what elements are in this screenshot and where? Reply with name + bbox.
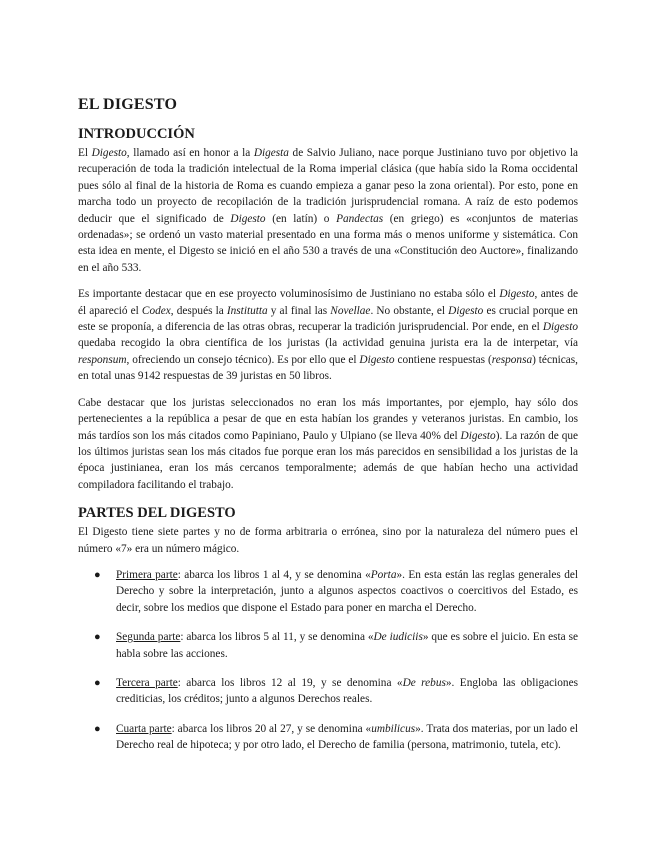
italic-term: responsa [491,353,533,366]
list-item [78,567,578,616]
part-label: Segunda parte [116,631,181,644]
list-item [78,675,578,708]
document-page [78,96,578,767]
italic-term: Digesto [91,147,127,159]
part-label: Primera parte [116,568,178,581]
italic-term: Digesto [448,304,484,317]
part-label: Cuarta parte [116,722,172,735]
italic-term: De iudiciis [373,631,423,644]
italic-term: Porta [370,568,397,581]
list-item [78,629,578,662]
section-heading-introduccion: INTRODUCCIÓN [78,126,195,142]
list-item-text: Primera parte: abarca los libros 1 al 4, y se denomina «Porta». En esta están las reglas generales del Derecho y sobre la interpretación, junto a algunos aspectos coactivos o coercitivos del Estado, es decir, sobre los medios que dispone el Estado para poner en marcha el Derecho. [116,568,578,614]
italic-term: De rebus [402,676,446,689]
italic-term: Digesto [460,429,496,442]
italic-term: Digesto [542,321,578,334]
intro-paragraph-3: Cabe destacar que los juristas seleccionados no eran los más importantes, por ejemplo, hay sólo dos pertenecientes a la república a pesar de que en esta habían los grandes y veteranos juristas. En cambio, los más tardíos son los más citados como Papiniano, Paulo y Ulpiano (se lleva 40% del Digesto). La razón de que los últimos juristas sean los más citados fue porque eran los más parecidos en sensibilidad a los juristas de la época justinianea, eran los más cercanos temporalmente; además de que habían hecho una actividad compiladora facilitando el trabajo. [78,396,578,491]
italic-term: Digesta [253,147,289,159]
document-title: EL DIGESTO [78,96,178,113]
italic-term: Digesto [359,353,395,366]
bullet-icon: ● [94,631,101,644]
italic-term: responsum [78,353,127,366]
intro-paragraph-2: Es importante destacar que en ese proyecto voluminosísimo de Justiniano no estaba sólo el Digesto, antes de él apareció el Codex, después la Institutta y al final las Novellae. No obstante, el Digesto es crucial porque en este se proponía, a diferencia de las otras obras, recuperar la tradición jurisprudencial. Por ende, en el Digesto quedaba recogido la obra científica de los juristas (la actividad genuina jurista era la de interpetar, vía responsum, ofreciendo un consejo técnico). Es por ello que el Digesto contiene respuestas (responsa) técnicas, en total unas 9142 respuestas de 39 juristas en 50 libros. [78,288,578,383]
italic-term: Digesto [230,212,266,225]
bullet-icon: ● [94,676,101,689]
italic-term: Institutta [226,304,268,317]
section-heading-partes: PARTES DEL DIGESTO [78,505,236,522]
italic-term: umbilicus [371,722,416,735]
list-item-text: Segunda parte: abarca los libros 5 al 11, y se denomina «De iudiciis» que es sobre el juicio. En esta se habla sobre las acciones. [116,631,578,660]
list-item-text: Cuarta parte: abarca los libros 20 al 27, y se denomina «umbilicus». Trata dos materias, por un lado el Derecho real de hipoteca; y por otro lado, el Derecho de familia (persona, matrimonio, tutela, etc). [116,722,579,752]
intro-paragraph-1: El Digesto, llamado así en honor a la Digesta de Salvio Juliano, nace porque Justiniano tuvo por objetivo la recuperación de toda la tradición intelectual de la Roma imperial clásica (que había sido la Roma occidental pues sólo al final de la historia de Roma es cuando empieza a ganar peso la zona oriental). Por esto, pone en marcha todo un proyecto de recopilación de la tradición jurisprudencial romana. A raíz de esto podemos deducir que el significado de Digesto (en latín) o Pandectas (en griego) es «conjuntos de materias ordenadas»; se ordenó un vasto material presentado en una forma más o menos uniforme y sistemática. Con esta idea en mente, el Digesto se inició en el año 530 a través de una «Constitución deo Auctore», finalizando en el año 533. [78,147,578,274]
partes-list [78,567,578,754]
bullet-icon: ● [94,722,101,735]
partes-paragraph-1: El Digesto tiene siete partes y no de forma arbitraria o errónea, sino por la naturaleza del número pues el número «7» era un número mágico. [78,526,578,555]
list-item-text: Tercera parte: abarca los libros 12 al 19, y se denomina «De rebus». Engloba las obligaciones crediticias, los créditos; junto a algunos Derechos reales. [116,676,578,706]
bullet-icon: ● [94,568,101,581]
italic-term: Codex [141,304,171,317]
italic-term: Pandectas [336,212,384,225]
part-label: Tercera parte [116,676,178,689]
italic-term: Novellae [330,304,371,317]
list-item [78,721,578,754]
italic-term: Digesto [499,288,535,301]
